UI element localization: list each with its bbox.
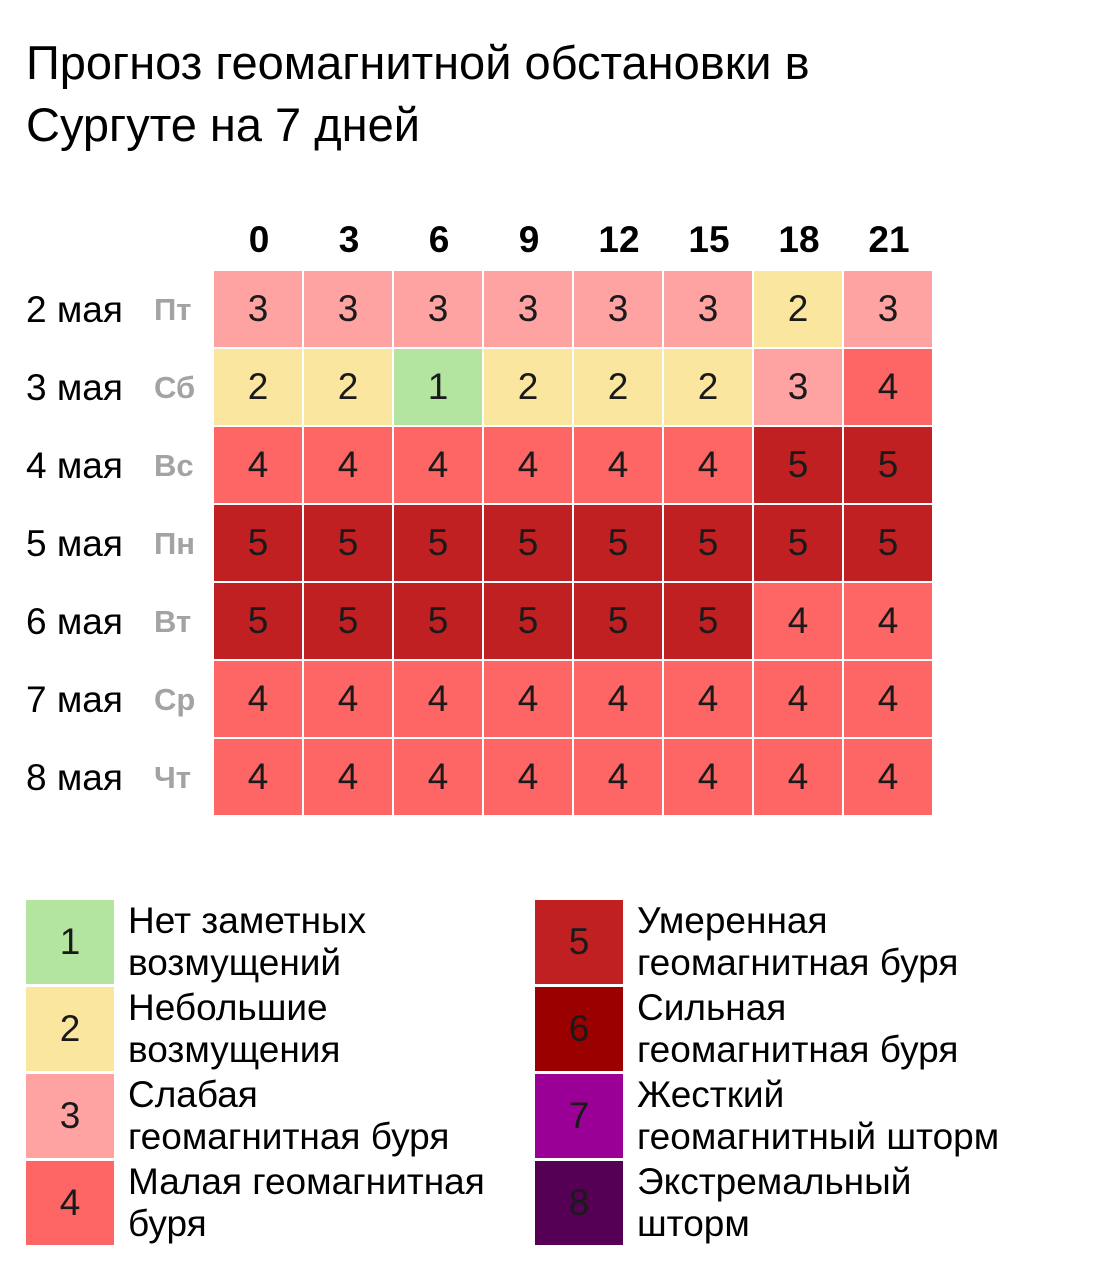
legend-label-line: геомагнитный шторм <box>637 1116 1000 1157</box>
heatmap-cell: 4 <box>214 427 302 503</box>
hour-label: 6 <box>428 219 450 260</box>
heatmap-cell: 5 <box>664 505 752 581</box>
heatmap-cell: 4 <box>304 661 392 737</box>
legend-item <box>26 987 485 1074</box>
heatmap-cell: 3 <box>214 271 302 347</box>
date-label: 4 мая <box>26 445 123 486</box>
day-label <box>26 505 195 583</box>
weekday-label: Вт <box>154 604 192 639</box>
legend-label <box>637 900 958 984</box>
heatmap-cell: 5 <box>574 505 662 581</box>
legend-item <box>26 1074 485 1161</box>
heatmap-cell: 4 <box>664 661 752 737</box>
heatmap-cell: 4 <box>574 661 662 737</box>
weekday-label: Ср <box>154 682 196 717</box>
date-label: 8 мая <box>26 757 123 798</box>
legend-label-line: Слабая <box>128 1074 258 1115</box>
heatmap-cell: 4 <box>484 739 572 815</box>
legend-label-line: Сильная <box>637 987 787 1028</box>
legend-label-line: возмущения <box>128 1029 341 1070</box>
heatmap-cell: 2 <box>664 349 752 425</box>
heatmap-cell: 3 <box>664 271 752 347</box>
legend-swatch: 2 <box>26 987 114 1071</box>
heatmap-cell: 2 <box>484 349 572 425</box>
legend-swatch: 6 <box>535 987 623 1071</box>
heatmap-cell: 4 <box>574 739 662 815</box>
legend-swatch: 8 <box>535 1161 623 1245</box>
heatmap-cell: 2 <box>574 349 662 425</box>
heatmap-cell: 5 <box>574 583 662 659</box>
heatmap-cell: 4 <box>844 739 932 815</box>
heatmap-cell: 4 <box>394 661 482 737</box>
heatmap-cell: 5 <box>484 505 572 581</box>
heatmap-cell: 4 <box>394 427 482 503</box>
legend-label-line: Экстремальный <box>637 1161 912 1202</box>
day-label <box>26 349 195 427</box>
legend-item <box>26 900 485 987</box>
heatmap-cell: 5 <box>844 505 932 581</box>
date-label: 5 мая <box>26 523 123 564</box>
heatmap-cell: 4 <box>484 661 572 737</box>
legend-label <box>128 1074 449 1158</box>
heatmap-cell: 2 <box>304 349 392 425</box>
legend-label-line: возмущений <box>128 942 342 983</box>
forecast-heatmap <box>214 271 932 815</box>
heatmap-cell: 4 <box>664 739 752 815</box>
weekday-label: Сб <box>154 370 196 405</box>
legend-label-line: геомагнитная буря <box>637 942 959 983</box>
heatmap-cell: 3 <box>754 349 842 425</box>
hour-label: 0 <box>248 219 270 260</box>
date-label: 7 мая <box>26 679 123 720</box>
hour-label: 15 <box>688 219 730 260</box>
day-label <box>26 661 195 739</box>
heatmap-cell: 1 <box>394 349 482 425</box>
heatmap-cell: 3 <box>304 271 392 347</box>
legend-left-column <box>26 900 485 1248</box>
heatmap-cell: 3 <box>844 271 932 347</box>
heatmap-cell: 2 <box>214 349 302 425</box>
weekday-label: Чт <box>154 760 191 795</box>
heatmap-cell: 2 <box>754 271 842 347</box>
legend-label <box>128 987 340 1071</box>
legend-swatch: 7 <box>535 1074 623 1158</box>
legend-item <box>26 1161 485 1248</box>
legend-item <box>535 987 999 1074</box>
heatmap-cell: 5 <box>304 505 392 581</box>
heatmap-cell: 4 <box>304 427 392 503</box>
legend-label-line: Умеренная <box>637 900 828 941</box>
heatmap-cell: 3 <box>574 271 662 347</box>
heatmap-cell: 3 <box>484 271 572 347</box>
legend-label <box>637 1161 911 1245</box>
heatmap-cell: 5 <box>394 505 482 581</box>
heatmap-cell: 4 <box>754 661 842 737</box>
hour-label: 21 <box>868 219 910 260</box>
heatmap-cell: 4 <box>754 739 842 815</box>
heatmap-cell: 5 <box>394 583 482 659</box>
heatmap-cell: 4 <box>844 661 932 737</box>
heatmap-cell: 4 <box>844 583 932 659</box>
heatmap-cell: 4 <box>844 349 932 425</box>
heatmap-cell: 4 <box>304 739 392 815</box>
heatmap-cell: 3 <box>394 271 482 347</box>
legend-label <box>637 1074 999 1158</box>
day-label <box>26 739 195 817</box>
heatmap-cell: 5 <box>754 505 842 581</box>
heatmap-cell: 4 <box>754 583 842 659</box>
date-label: 2 мая <box>26 289 123 330</box>
hour-label: 12 <box>598 219 640 260</box>
heatmap-cell: 4 <box>214 739 302 815</box>
legend-swatch: 3 <box>26 1074 114 1158</box>
heatmap-cell: 5 <box>664 583 752 659</box>
legend-swatch: 5 <box>535 900 623 984</box>
legend-label-line: шторм <box>637 1203 750 1244</box>
legend-label-line: Небольшие <box>128 987 328 1028</box>
heatmap-cell: 5 <box>484 583 572 659</box>
legend-label <box>128 900 366 984</box>
heatmap-cell: 4 <box>394 739 482 815</box>
day-label <box>26 271 195 349</box>
date-label: 6 мая <box>26 601 123 642</box>
title-line-2: Сургуте на 7 дней <box>26 98 421 151</box>
legend-label-line: геомагнитная буря <box>637 1029 959 1070</box>
weekday-label: Вс <box>154 448 194 483</box>
day-label <box>26 583 195 661</box>
heatmap-cell: 5 <box>214 583 302 659</box>
hour-label: 9 <box>518 219 540 260</box>
legend-swatch: 1 <box>26 900 114 984</box>
date-label: 3 мая <box>26 367 123 408</box>
heatmap-cell: 4 <box>214 661 302 737</box>
legend-label <box>637 987 958 1071</box>
heatmap-cell: 5 <box>304 583 392 659</box>
weekday-label: Пн <box>154 526 196 561</box>
hour-header-row <box>214 218 934 262</box>
legend-label-line: геомагнитная буря <box>128 1116 450 1157</box>
heatmap-cell: 4 <box>664 427 752 503</box>
hour-label: 3 <box>338 219 360 260</box>
day-label <box>26 427 195 505</box>
legend-label-line: Жесткий <box>637 1074 785 1115</box>
legend-right-column <box>535 900 999 1248</box>
legend-swatch: 4 <box>26 1161 114 1245</box>
heatmap-cell: 4 <box>574 427 662 503</box>
heatmap-cell: 5 <box>214 505 302 581</box>
heatmap-cell: 5 <box>844 427 932 503</box>
legend-item <box>535 1074 999 1161</box>
legend-label <box>128 1161 485 1245</box>
weekday-label: Пт <box>154 292 192 327</box>
legend-label-line: Нет заметных <box>128 900 367 941</box>
legend-label-line: Малая геомагнитная <box>128 1161 485 1202</box>
legend-label-line: буря <box>128 1203 207 1244</box>
heatmap-cell: 4 <box>484 427 572 503</box>
heatmap-cell: 5 <box>754 427 842 503</box>
legend-item <box>535 1161 999 1248</box>
legend-item <box>535 900 999 987</box>
page-title <box>26 32 1026 156</box>
title-line-1: Прогноз геомагнитной обстановки в <box>26 36 810 89</box>
day-labels <box>26 271 195 817</box>
hour-label: 18 <box>778 219 820 260</box>
